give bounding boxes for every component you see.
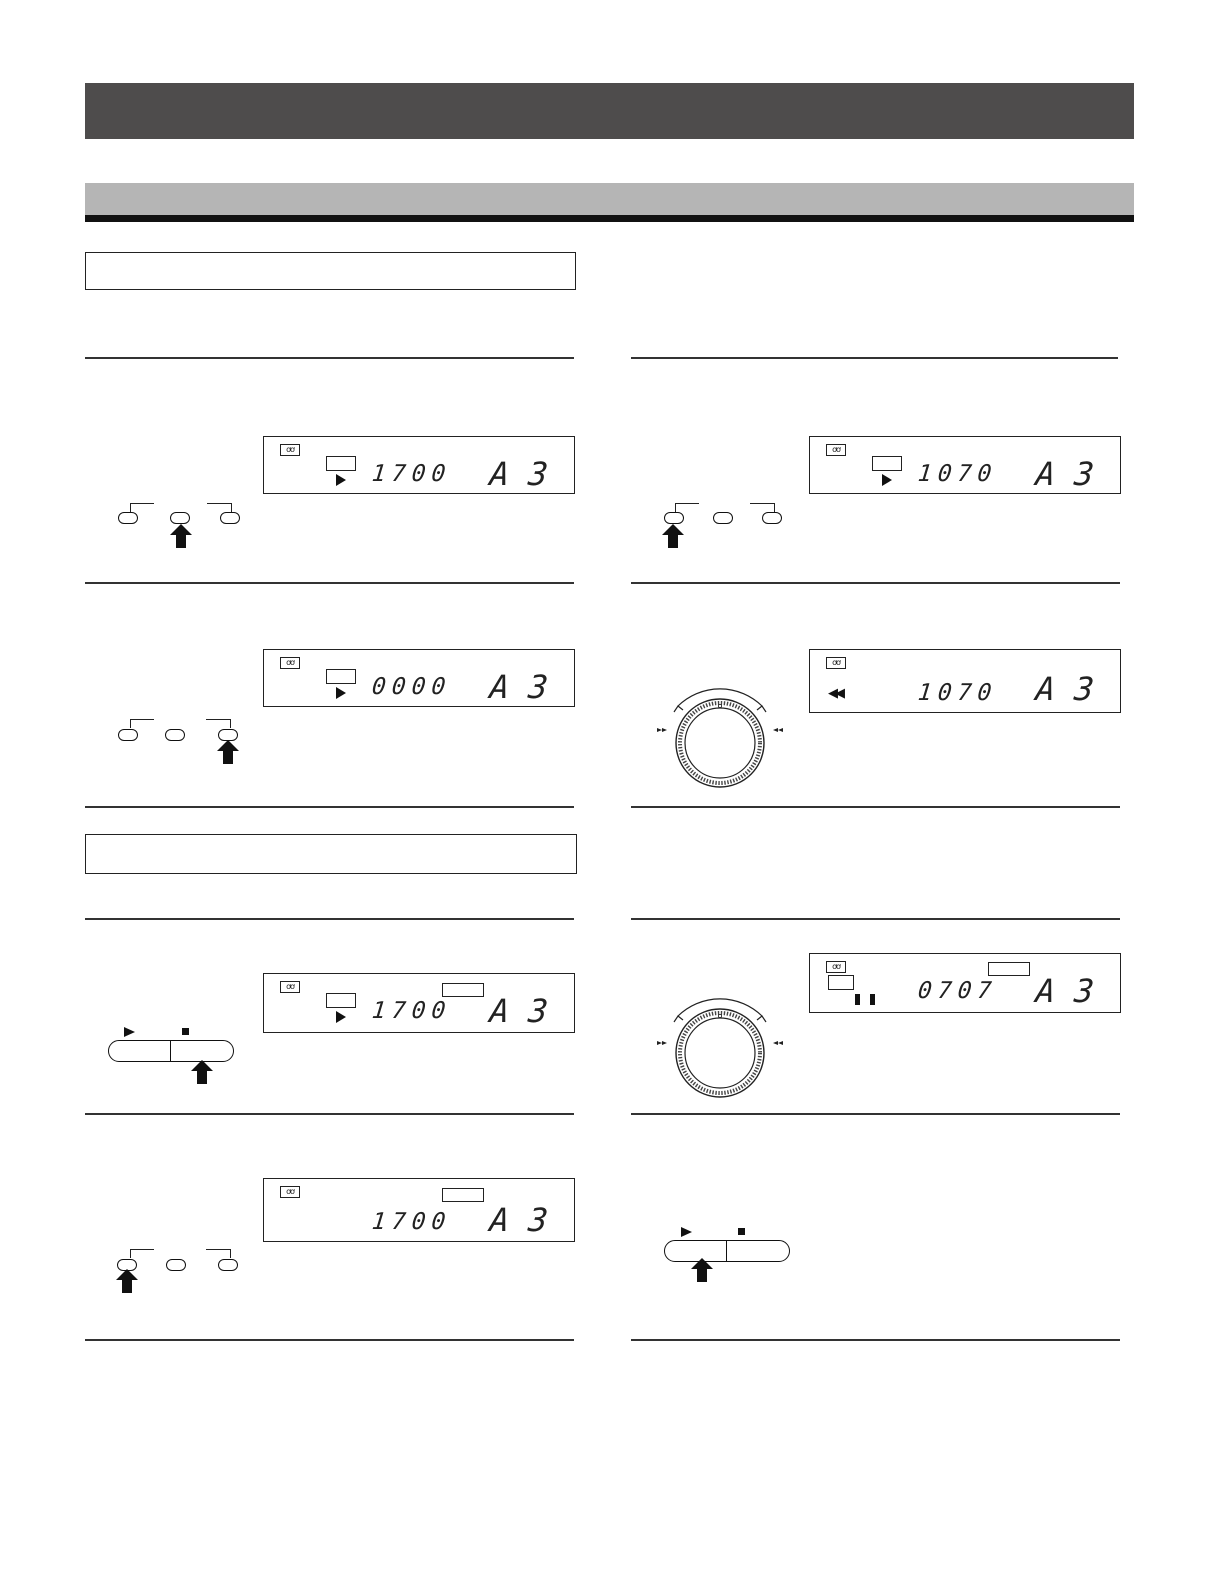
section-rule — [85, 215, 1134, 222]
subsection-label-box-2 — [85, 834, 577, 874]
track-readout: A 3 — [488, 1201, 550, 1239]
stop-icon — [182, 1028, 189, 1035]
tape-icon: ơơ — [280, 1186, 300, 1198]
lcd-display — [263, 973, 575, 1033]
step-divider — [85, 357, 574, 359]
step-divider — [85, 918, 574, 920]
indicator-frame — [442, 1188, 484, 1202]
lcd-display — [263, 436, 575, 494]
track-readout: A 3 — [1034, 972, 1096, 1010]
panel-button-right[interactable] — [218, 1259, 238, 1271]
indicator-frame — [326, 456, 356, 471]
counter-readout: 0000 — [370, 674, 453, 700]
counter-readout: 1700 — [370, 998, 453, 1024]
tape-icon: ơơ — [280, 657, 300, 669]
play-indicator-icon — [336, 1011, 346, 1023]
tape-icon: ơơ — [826, 657, 846, 669]
panel-button-left[interactable] — [118, 729, 138, 741]
button-bracket — [206, 719, 231, 728]
play-icon — [124, 1027, 135, 1037]
play-stop-button[interactable] — [664, 1240, 790, 1262]
section-header-bar — [85, 183, 1134, 215]
indicator-frame — [872, 456, 902, 471]
panel-button-center[interactable] — [165, 729, 185, 741]
step-divider — [631, 1113, 1120, 1115]
title-bar — [85, 83, 1134, 139]
jog-dial[interactable] — [650, 980, 790, 1105]
tape-icon: ơơ — [826, 444, 846, 456]
step-divider — [631, 918, 1120, 920]
subsection-label-box-1 — [85, 252, 576, 290]
lcd-display — [809, 649, 1121, 713]
panel-button-center[interactable] — [713, 512, 733, 524]
counter-readout: 0707 — [916, 978, 999, 1004]
indicator-frame — [326, 669, 356, 684]
step-divider — [85, 582, 574, 584]
panel-button-center[interactable] — [170, 512, 190, 524]
panel-button-right[interactable] — [762, 512, 782, 524]
pause-bar-icon — [855, 994, 860, 1005]
step-divider — [85, 1339, 574, 1341]
jog-dial-icon — [650, 980, 790, 1105]
counter-readout: 1070 — [916, 680, 999, 706]
jog-dial-icon — [650, 670, 790, 795]
track-readout: A 3 — [488, 992, 550, 1030]
step-divider — [631, 1339, 1120, 1341]
jog-dial[interactable] — [650, 670, 790, 795]
tape-icon: ơơ — [280, 444, 300, 456]
indicator-frame — [326, 993, 356, 1008]
button-bracket — [206, 1249, 231, 1258]
counter-readout: 1070 — [916, 461, 999, 487]
lcd-display — [263, 1178, 575, 1242]
pause-bar-icon — [870, 994, 875, 1005]
play-indicator-icon — [336, 474, 346, 486]
lcd-display — [809, 436, 1121, 494]
play-indicator-icon — [336, 687, 346, 699]
step-divider — [85, 1113, 574, 1115]
counter-readout: 1700 — [370, 461, 453, 487]
button-bracket — [750, 503, 775, 512]
panel-button-center[interactable] — [166, 1259, 186, 1271]
tape-icon: ơơ — [826, 961, 846, 973]
step-divider — [631, 806, 1120, 808]
play-stop-button[interactable] — [108, 1040, 234, 1062]
play-indicator-icon — [882, 474, 892, 486]
panel-button-left[interactable] — [118, 512, 138, 524]
indicator-frame — [828, 975, 854, 990]
button-bracket — [130, 503, 154, 512]
lcd-display — [809, 953, 1121, 1013]
step-divider — [631, 357, 1118, 359]
stop-icon — [738, 1228, 745, 1235]
panel-button-left[interactable] — [664, 512, 684, 524]
button-bracket — [675, 503, 699, 512]
track-readout: A 3 — [1034, 670, 1096, 708]
tape-icon: ơơ — [280, 981, 300, 993]
rewind-indicator-icon: ◀◀ — [828, 686, 842, 701]
button-bracket — [130, 1249, 154, 1258]
step-divider — [631, 582, 1120, 584]
button-bracket — [130, 719, 154, 728]
panel-button-right[interactable] — [220, 512, 240, 524]
button-bracket — [207, 503, 232, 512]
track-readout: A 3 — [488, 668, 550, 706]
track-readout: A 3 — [1034, 455, 1096, 493]
play-icon — [681, 1227, 692, 1237]
indicator-frame — [988, 962, 1030, 976]
track-readout: A 3 — [488, 455, 550, 493]
lcd-display — [263, 649, 575, 707]
indicator-frame — [442, 983, 484, 997]
step-divider — [85, 806, 574, 808]
counter-readout: 1700 — [370, 1209, 453, 1235]
